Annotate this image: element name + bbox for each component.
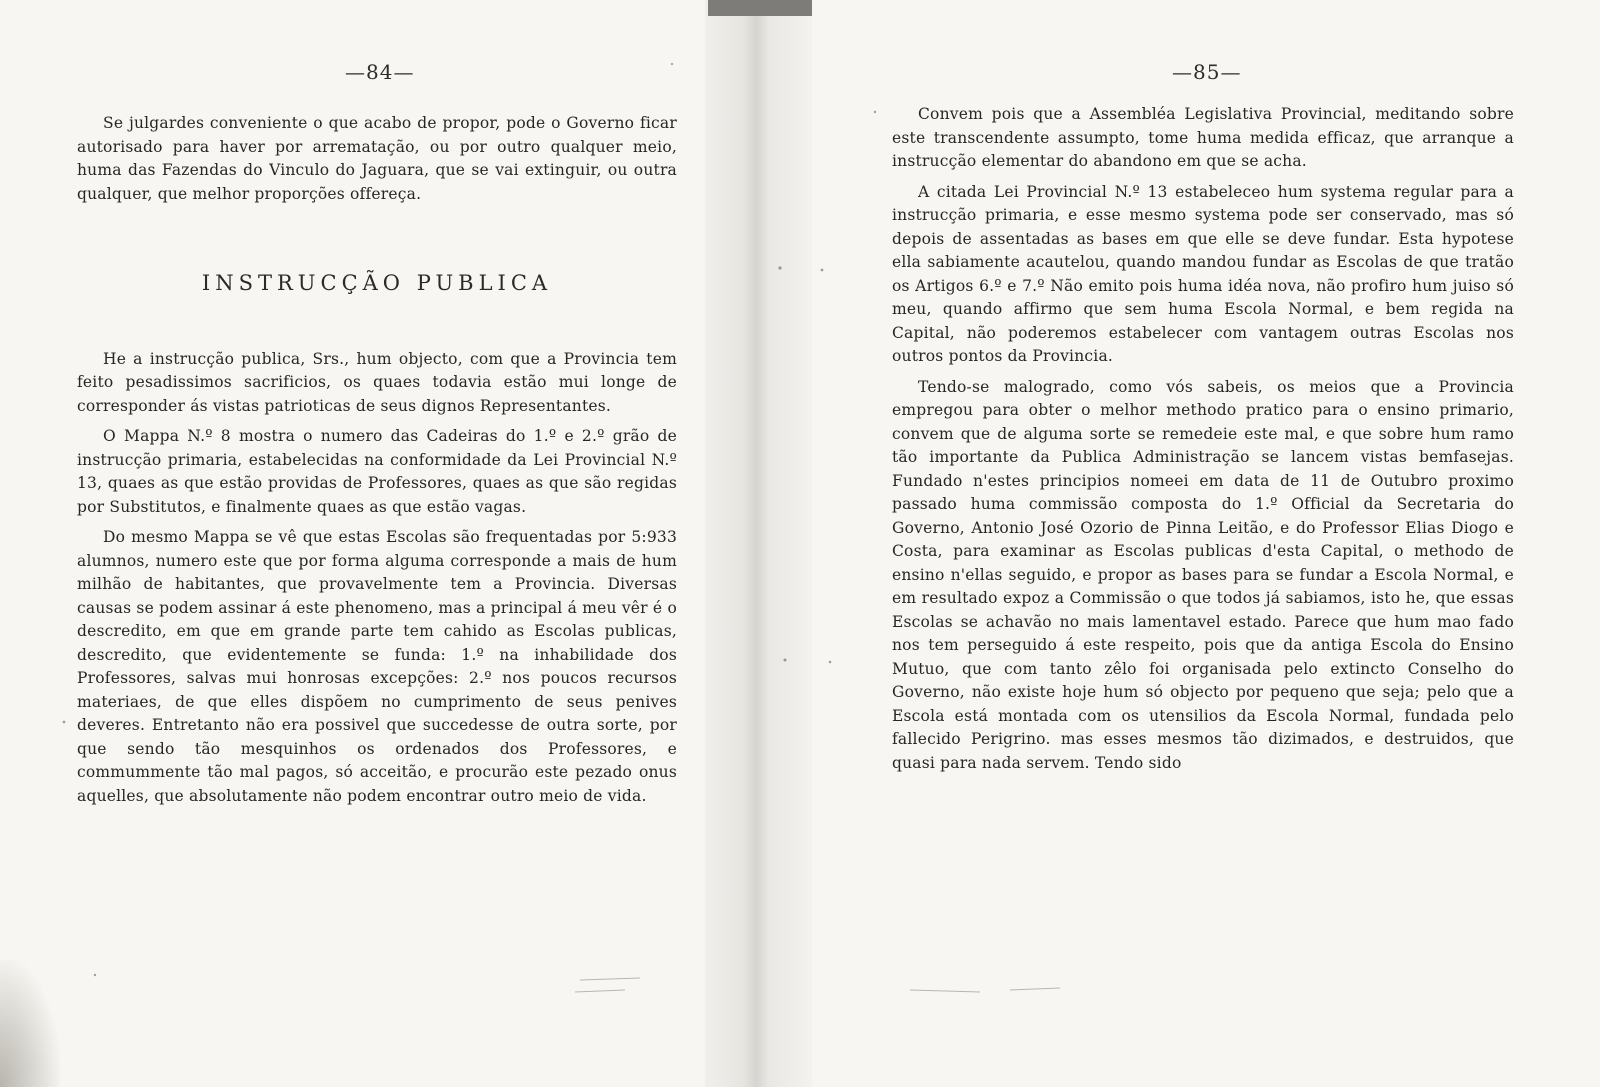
right-page-text <box>892 103 1514 782</box>
paragraph: Se julgardes conveniente o que acabo de propor, pode o Governo ficar autorisado para haver por arrematação, ou por outro qualquer meio, huma das Fazendas do Vinculo do Jaguara, que se vai extinguir, ou outra qualquer, que melhor proporções offereça. <box>77 114 677 203</box>
page-number-right: —85— <box>1172 60 1242 84</box>
paragraph: He a instrucção publica, Srs., hum objecto, com que a Provincia tem feito pesadissimos sacrificios, os quaes todavia estão mui longe de corresponder ás vistas patrioticas de seus dignos Representantes. <box>77 349 677 415</box>
paragraph: O Mappa N.º 8 mostra o numero das Cadeiras do 1.º e 2.º grão de instrucção primaria, estabelecidas na conformidade da Lei Provincial N.º 13, quaes as que estão providas de Professores, quaes as que são regidas por Substitutos, e finalmente quaes as que estão vagas. <box>77 427 677 516</box>
page-number-left: —84— <box>345 60 415 84</box>
left-page-text <box>77 112 677 815</box>
book-gutter <box>705 0 812 1087</box>
section-title: INSTRUCÇÃO PUBLICA <box>201 271 553 295</box>
paragraph: A citada Lei Provincial N.º 13 estabeleceo hum systema regular para a instrucção primaria, e esse mesmo systema pode ser conservado, mas só depois de assentadas as bases em que elle se deve fundar. Esta hypotese ella sabiamente acautelou, quando mandou fundar as Escolas de que tratão os Artigos 6.º e 7.º Não emito pois huma idéa nova, não profiro hum juiso só meu, quando affirmo que sem huma Escola Normal, e bem regida na Capital, não poderemos estabelecer com vantagem outras Escolas nos outros pontos da Provincia. <box>892 182 1514 365</box>
paragraph: Convem pois que a Assembléa Legislativa Provincial, meditando sobre este transcendente assumpto, tome huma medida efficaz, que arranque a instrucção elementar do abandono em que se acha. <box>892 105 1514 170</box>
binding-tab <box>708 0 813 16</box>
paragraph: Tendo-se malogrado, como vós sabeis, os meios que a Provincia empregou para obter o melhor methodo pratico para o ensino primario, convem que de alguma sorte se remedeie este mal, e que sobre hum ramo tão importante da Publica Administração se lancem vistas bemfasejas. Fundado n'estes principios nomeei em data de 11 de Outubro proximo passado huma commissão composta do 1.º Official da Secretaria do Governo, Antonio José Ozorio de Pinna Leitão, e do Professor Elias Diogo e Costa, para examinar as Escolas publicas d'esta Capital, o methodo de ensino n'ellas seguido, e propor as bases para se fundar a Escola Normal, e em resultado expoz a Commissão o que todos já sabiamos, isto he, que essas Escolas se achavão no mais lamentavel estado. Parece que hum mao fado nos tem perseguido á este respeito, pois que da antiga Escola do Ensino Mutuo, que com tanto zêlo foi organisada pelo extincto Conselho do Governo, não existe hoje hum só objecto por pequeno que seja; pelo que a Escola está montada com os utensilios da Escola Normal, fundada pelo fallecido Perigrino. mas esses mesmos tão dizimados, e destruidos, que quasi para nada servem. Tendo sido <box>892 377 1514 772</box>
page-corner-shadow <box>0 960 60 1087</box>
paragraph: Do mesmo Mappa se vê que estas Escolas são frequentadas por 5:933 alumnos, numero este que por forma alguma corresponde a mais de hum milhão de habitantes, que provavelmente tem a Provincia. Diversas causas se podem assinar á este phenomeno, mas a principal á meu vêr é o descredito, em que em grande parte tem cahido as Escolas publicas, descredito, que evidentemente se funda: 1.º na inhabilidade dos Professores, salvas mui honrosas excepções: 2.º nos poucos recursos materiaes, de que elles dispõem no cumprimento de seus penives deveres. Entretanto não era possivel que succedesse de outra sorte, por que sendo tão mesquinhos os ordenados dos Professores, e commummente tão mal pagos, só acceitão, e procurão este pezado onus aquelles, que absolutamente não podem encontrar outro meio de vida. <box>77 528 677 805</box>
